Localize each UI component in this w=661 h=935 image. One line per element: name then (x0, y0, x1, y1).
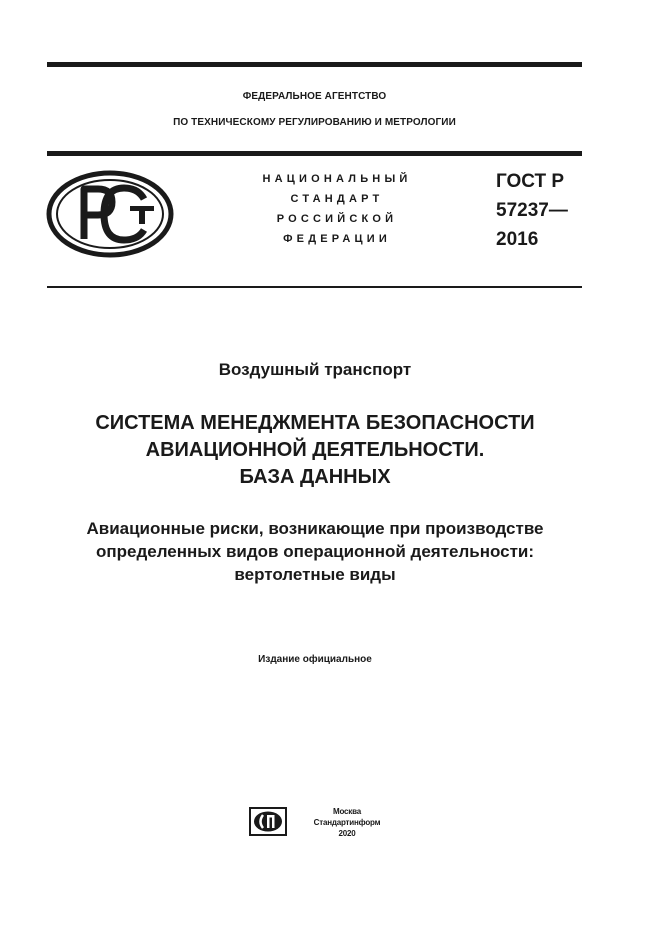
national-label-line-4: ФЕДЕРАЦИИ (283, 233, 391, 245)
middle-rule (47, 151, 582, 156)
subtitle-line-2: определенных видов операционной деятельности: (95, 542, 535, 561)
gost-r-certification-logo-icon (46, 170, 174, 258)
national-label-line-1: НАЦИОНАЛЬНЫЙ (262, 173, 412, 185)
national-label-line-3: РОССИЙСКОЙ (276, 213, 398, 225)
standard-code-line-1: ГОСТ Р (496, 171, 565, 192)
standard-code-line-3: 2016 (496, 229, 539, 250)
top-rule (47, 62, 582, 67)
agency-line-2: ПО ТЕХНИЧЕСКОМУ РЕГУЛИРОВАНИЮ И МЕТРОЛОГИИ (173, 117, 456, 128)
standard-code-line-2: 57237— (496, 200, 568, 221)
publisher-year: 2020 (338, 829, 356, 838)
subtitle-line-3: вертолетные виды (234, 565, 396, 584)
lower-rule (47, 286, 582, 288)
document-subject: Воздушный транспорт (218, 360, 412, 379)
subtitle-line-1: Авиационные риски, возникающие при производстве (86, 519, 544, 538)
edition-label: Издание официальное (258, 654, 372, 665)
title-line-2: АВИАЦИОННОЙ ДЕЯТЕЛЬНОСТИ. (145, 439, 485, 461)
agency-line-1: ФЕДЕРАЛЬНОЕ АГЕНТСТВО (242, 91, 387, 102)
standartinform-logo-icon (249, 807, 287, 836)
document-title (30, 410, 600, 491)
publisher-city: Москва (333, 807, 361, 816)
publisher-name: Стандартинформ (313, 818, 381, 827)
national-label-line-2: СТАНДАРТ (290, 193, 384, 205)
title-line-1: СИСТЕМА МЕНЕДЖМЕНТА БЕЗОПАСНОСТИ (95, 412, 535, 434)
title-line-3: БАЗА ДАННЫХ (239, 466, 391, 488)
document-subtitle (30, 517, 600, 586)
